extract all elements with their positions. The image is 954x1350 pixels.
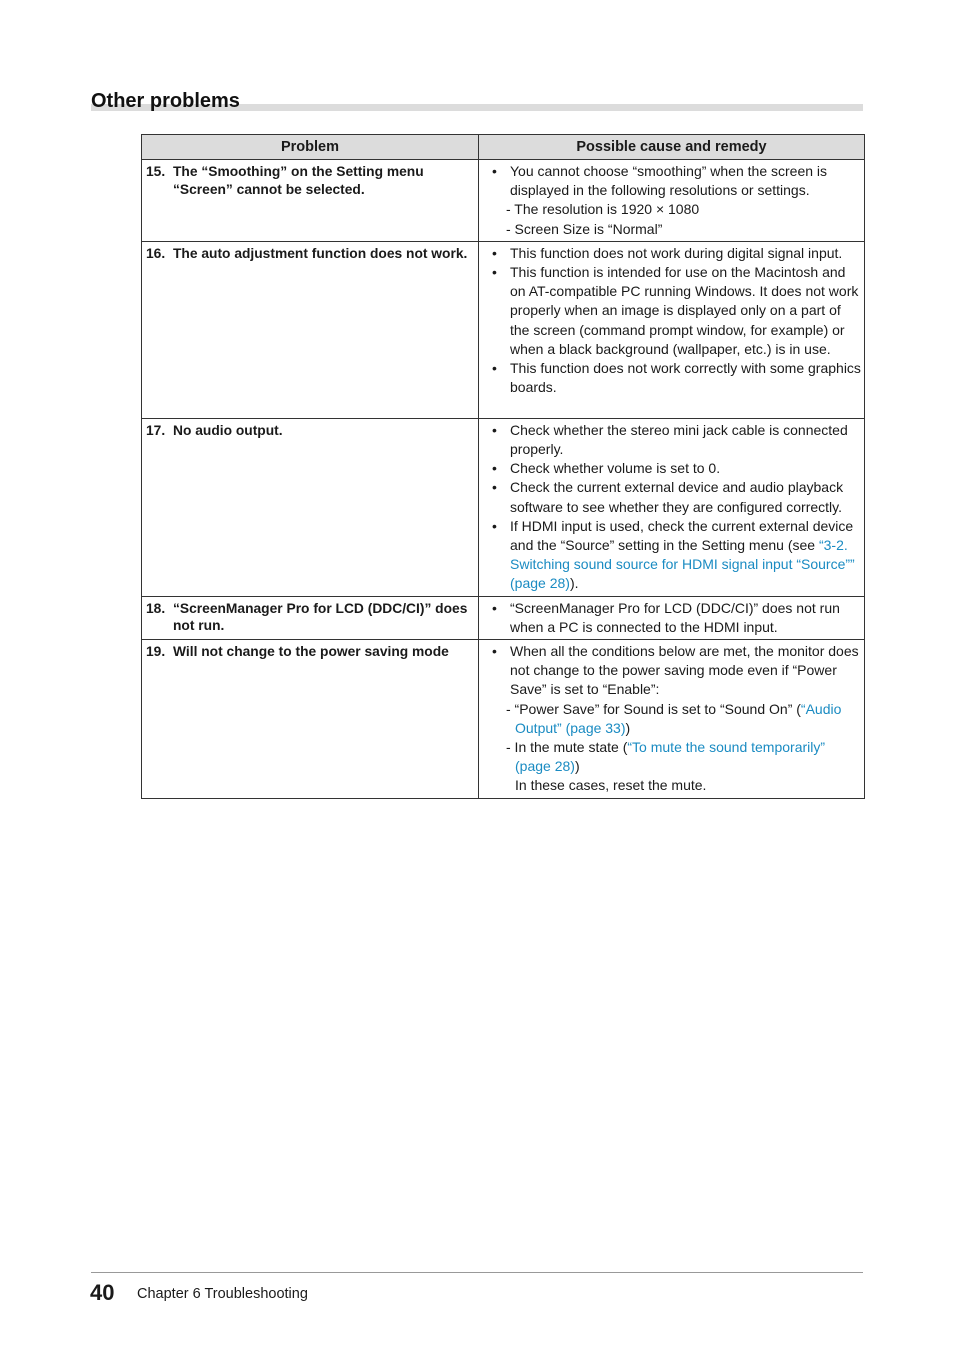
problem-cell bbox=[142, 241, 479, 418]
problem-text: No audio output. bbox=[173, 422, 283, 438]
problem-number: 19. bbox=[146, 644, 166, 660]
remedy-subitem: - In the mute state (“To mute the sound temporarily” (page 28)) bbox=[506, 739, 826, 775]
remedy-item: • When all the conditions below are met, the monitor does not change to the power saving mode even if “Power Save” is set to “Enable”: bbox=[479, 642, 862, 700]
bullet-icon: • bbox=[492, 517, 497, 534]
bullet-icon: • bbox=[492, 460, 497, 477]
remedy-subitem: - The resolution is 1920 × 1080 bbox=[506, 201, 700, 218]
problem-cell bbox=[142, 160, 479, 242]
problem-text: The auto adjustment function does not work. bbox=[173, 245, 468, 261]
section-title bbox=[91, 89, 863, 113]
table-row bbox=[142, 640, 865, 799]
table-header-row bbox=[142, 135, 865, 160]
problem-number: 16. bbox=[146, 245, 166, 261]
problem-number: 15. bbox=[146, 164, 166, 179]
problem-text: Will not change to the power saving mode bbox=[173, 644, 449, 660]
remedy-item: • This function does not work during digital signal input. bbox=[479, 244, 862, 263]
bullet-icon: • bbox=[492, 163, 497, 179]
header-remedy: Possible cause and remedy bbox=[479, 135, 865, 160]
bullet-icon: • bbox=[492, 599, 497, 616]
remedy-item: • This function does not work correctly with some graphics boards. bbox=[479, 359, 862, 397]
page-number: 40 bbox=[90, 1280, 115, 1305]
problem-number: 17. bbox=[146, 422, 166, 438]
bullet-icon: • bbox=[492, 360, 497, 377]
bullet-icon: • bbox=[492, 479, 497, 496]
problem-text: “ScreenManager Pro for LCD (DDC/CI)” does not run. bbox=[173, 600, 468, 634]
remedy-cell bbox=[479, 160, 865, 242]
table-row bbox=[142, 160, 865, 242]
link-audio-output[interactable]: “Audio Output” (page 33) bbox=[515, 700, 842, 736]
remedy-cell bbox=[479, 596, 865, 639]
footer-divider bbox=[91, 1272, 863, 1273]
problem-cell bbox=[142, 640, 479, 799]
bullet-icon: • bbox=[492, 264, 497, 281]
problems-table bbox=[141, 134, 865, 799]
header-problem: Problem bbox=[142, 135, 479, 160]
table-row bbox=[142, 418, 865, 596]
remedy-item: • Check whether volume is set to 0. bbox=[479, 459, 862, 478]
bullet-icon: • bbox=[492, 244, 497, 261]
remedy-note: In these cases, reset the mute. bbox=[515, 777, 707, 794]
remedy-item: • This function is intended for use on the Macintosh and on AT-compatible PC running Windows. It does not work properly when an image is displayed only on a part of the screen (command prompt window, for example) or when a black background (wallpaper, etc.) is in use. bbox=[479, 263, 862, 359]
page-title: Other problems bbox=[91, 90, 240, 112]
bullet-icon: • bbox=[492, 643, 497, 660]
remedy-subitem: - Screen Size is “Normal” bbox=[506, 220, 663, 237]
problem-text: The “Smoothing” on the Setting menu “Screen” cannot be selected. bbox=[173, 164, 424, 197]
remedy-subitem: - “Power Save” for Sound is set to “Sound On” (“Audio Output” (page 33)) bbox=[506, 700, 842, 736]
remedy-cell bbox=[479, 418, 865, 596]
remedy-item: • You cannot choose “smoothing” when the screen is displayed in the following resolutions or settings. bbox=[479, 162, 862, 200]
remedy-item: • If HDMI input is used, check the current external device and the “Source” setting in the Setting menu (see “3-2. Switching sound source for HDMI signal input “Source”” (page 28)). bbox=[479, 517, 862, 594]
remedy-cell bbox=[479, 241, 865, 418]
problem-cell bbox=[142, 418, 479, 596]
chapter-label: Chapter 6 Troubleshooting bbox=[137, 1286, 308, 1302]
remedy-item: • Check the current external device and audio playback software to see whether they are configured correctly. bbox=[479, 478, 862, 516]
problem-cell bbox=[142, 596, 479, 639]
remedy-cell bbox=[479, 640, 865, 799]
link-switching-sound-source[interactable]: “3-2. Switching sound source for HDMI signal input “Source”” (page 28) bbox=[510, 537, 855, 592]
problem-number: 18. bbox=[146, 600, 166, 616]
remedy-item: • Check whether the stereo mini jack cable is connected properly. bbox=[479, 421, 862, 459]
remedy-item: • “ScreenManager Pro for LCD (DDC/CI)” does not run when a PC is connected to the HDMI input. bbox=[479, 599, 862, 637]
table-row bbox=[142, 241, 865, 418]
table-row bbox=[142, 596, 865, 639]
link-mute-sound[interactable]: “To mute the sound temporarily” (page 28) bbox=[515, 739, 826, 775]
bullet-icon: • bbox=[492, 421, 497, 438]
